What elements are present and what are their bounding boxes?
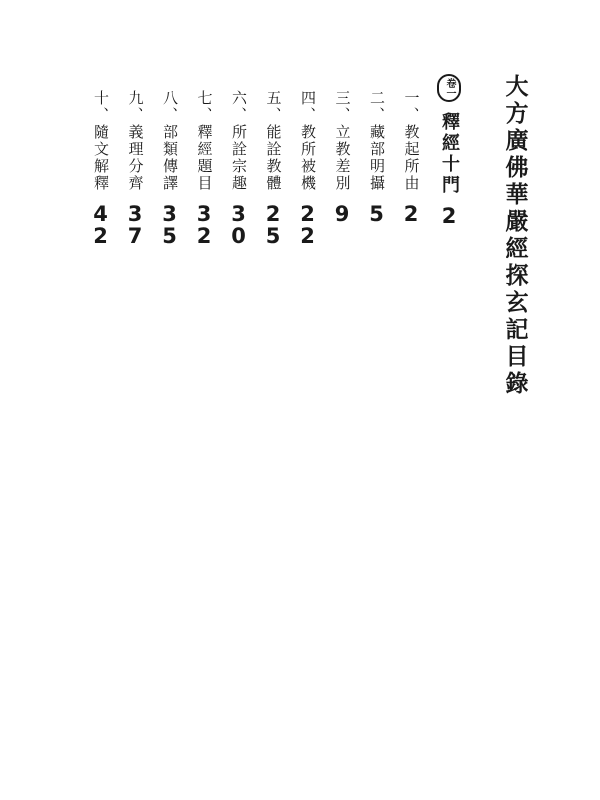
- toc-entry-label: 一、教起所由: [402, 90, 421, 192]
- page-number-digit: 5: [265, 224, 281, 248]
- toc-entry-label: 十、隨文解釋: [92, 90, 110, 192]
- toc-entry[interactable]: [83, 90, 119, 248]
- section-heading[interactable]: 釋經十門: [439, 112, 460, 196]
- page-number-digit: 0: [231, 224, 246, 248]
- toc-entry-page-number: [128, 204, 143, 248]
- page-number-digit: 3: [231, 202, 246, 226]
- toc-entry-page-number: [404, 204, 419, 226]
- page-number-digit: 5: [162, 224, 177, 248]
- volume-badge-label: 卷一: [444, 78, 455, 98]
- page-number-digit: 2: [300, 224, 315, 248]
- toc-entry-label: 七、釋經題目: [195, 90, 214, 192]
- page-number-digit: 2: [93, 224, 108, 248]
- page-number-digit: 3: [196, 202, 212, 226]
- toc-entry-label: 二、藏部明攝: [368, 90, 386, 192]
- document-title: 大方廣佛華嚴經探玄記目錄: [501, 74, 529, 398]
- toc-entry-label: 五、能詮教體: [264, 90, 283, 192]
- section-column: [431, 74, 467, 228]
- toc-entry[interactable]: [290, 90, 326, 248]
- page-number-digit: 7: [127, 224, 143, 248]
- toc-entry-page-number: [266, 204, 281, 248]
- toc-entry-label: 三、立教差別: [333, 90, 352, 192]
- page-number-digit: 2: [300, 202, 315, 226]
- page-number-digit: 9: [334, 202, 350, 226]
- toc-entry-page-number: [335, 204, 350, 226]
- toc-entry[interactable]: [255, 90, 291, 248]
- page-number-digit: 2: [403, 202, 419, 226]
- page-number-digit: 2: [196, 224, 212, 248]
- toc-entry-page-number: [93, 204, 108, 248]
- toc-entry-label: 四、教所被機: [299, 90, 317, 192]
- toc-entry-page-number: [162, 204, 177, 248]
- toc-entry-page-number: [231, 204, 246, 248]
- toc-entry-page-number: [197, 204, 212, 248]
- toc-entry-label: 九、義理分齊: [126, 90, 145, 192]
- toc-entry-label: 六、所詮宗趣: [230, 90, 248, 192]
- toc-entry[interactable]: [117, 90, 153, 248]
- toc-entry[interactable]: [359, 90, 395, 226]
- toc-entry[interactable]: [324, 90, 360, 226]
- toc-entry[interactable]: [152, 90, 188, 248]
- page-number-digit: 3: [127, 202, 143, 226]
- section-page-number: [442, 206, 457, 228]
- toc-entry[interactable]: [186, 90, 222, 248]
- page-number-digit: 3: [162, 202, 177, 226]
- toc-entry-page-number: [369, 204, 384, 226]
- volume-badge: [437, 74, 461, 102]
- page-number-digit: 2: [265, 202, 281, 226]
- toc-entry[interactable]: [393, 90, 429, 226]
- title-column: [495, 74, 535, 398]
- toc-entry-page-number: [300, 204, 315, 248]
- toc-entry-label: 八、部類傳譯: [161, 90, 179, 192]
- page-number-digit: 5: [369, 202, 384, 226]
- toc-entry[interactable]: [221, 90, 257, 248]
- page-number-digit: 4: [93, 202, 108, 226]
- page-number-digit: 2: [441, 204, 457, 228]
